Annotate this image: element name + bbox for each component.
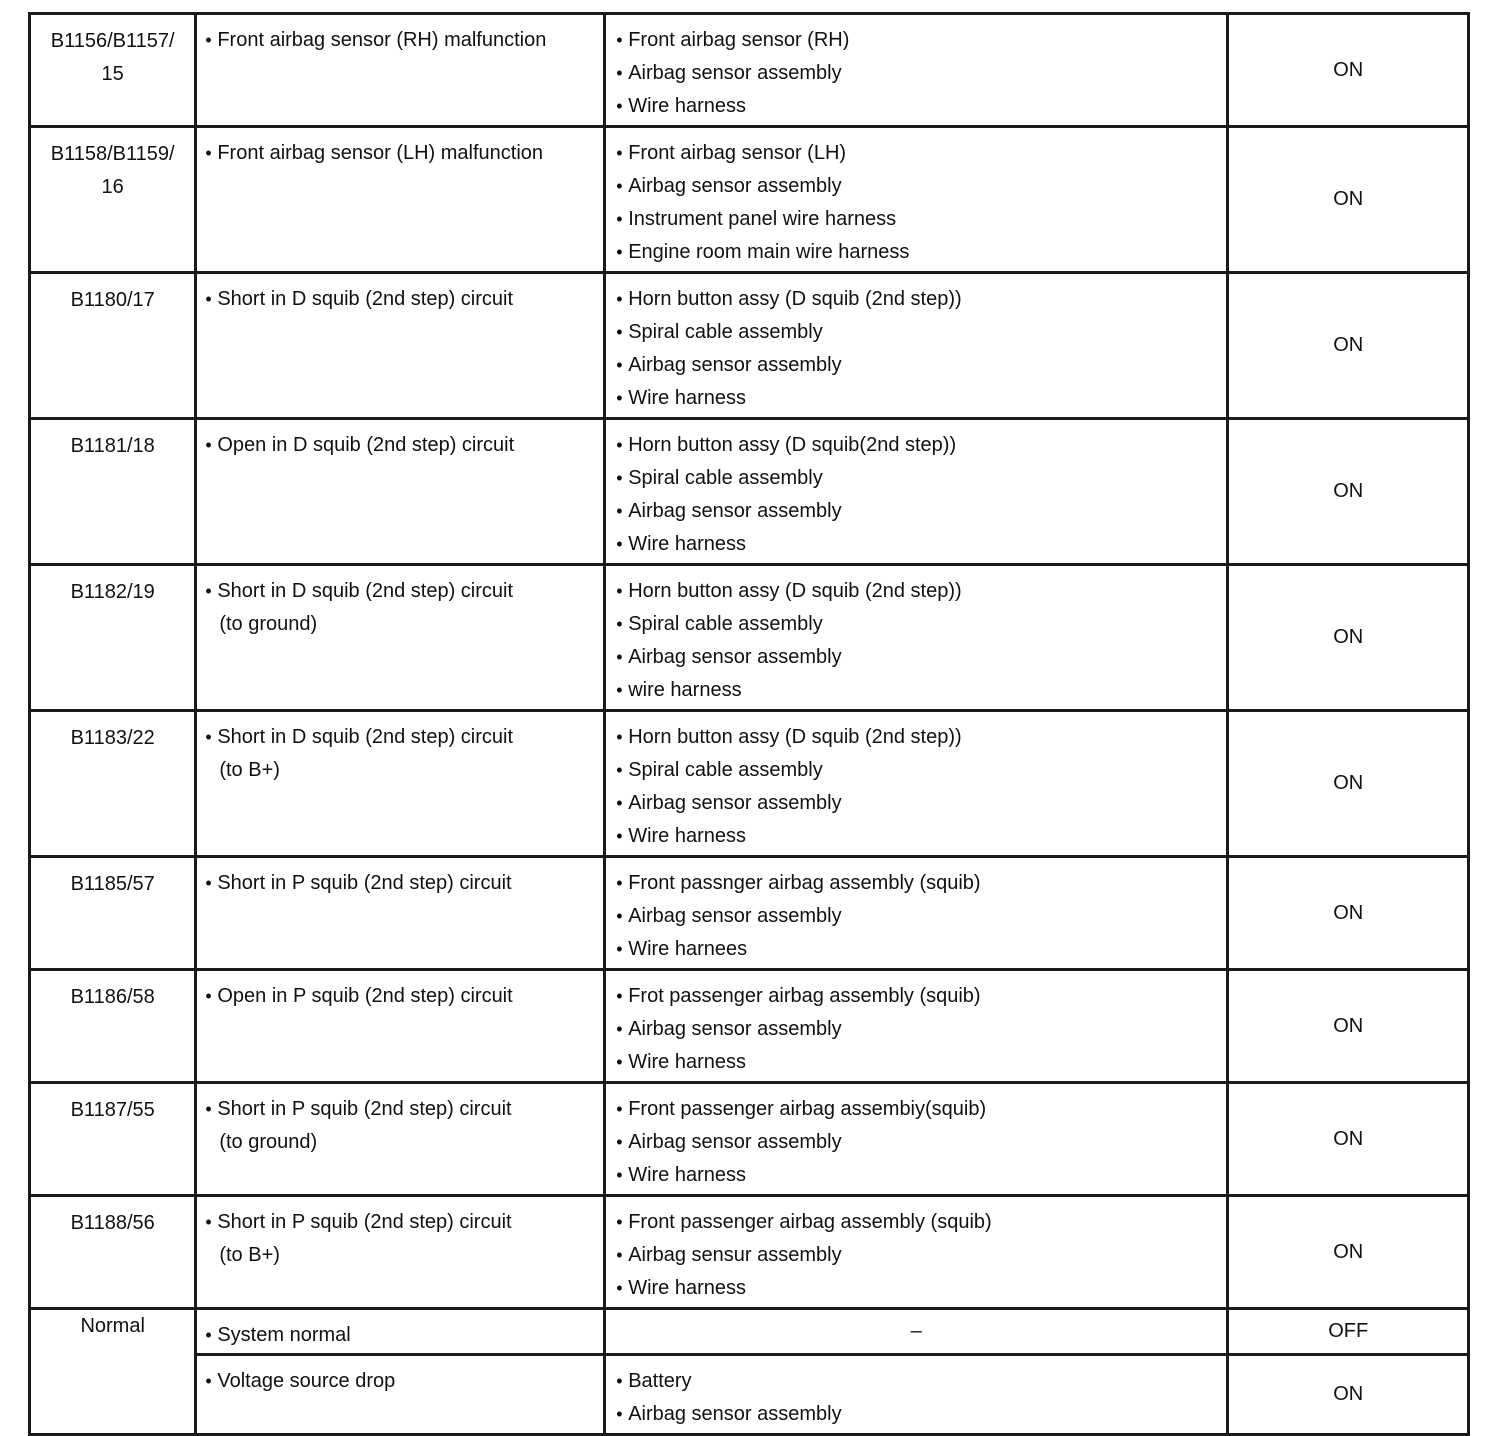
trouble-area-item: • Wire harness bbox=[616, 90, 1226, 123]
detection-item: • Short in D squib (2nd step) circuit bbox=[205, 283, 595, 316]
dtc-table bbox=[28, 12, 1470, 1436]
dtc-code-line: 16 bbox=[101, 176, 124, 198]
warning-lamp-cell: OFF bbox=[1228, 1309, 1469, 1355]
warning-lamp-cell: ON bbox=[1228, 1196, 1469, 1309]
detection-item-cell bbox=[196, 1355, 605, 1435]
detection-item-text: Short in D squib (2nd step) circuit bbox=[217, 580, 514, 602]
trouble-area-cell bbox=[605, 565, 1228, 711]
table-row bbox=[30, 711, 1469, 857]
trouble-area-cell bbox=[605, 857, 1228, 970]
detection-item-cell bbox=[196, 1083, 605, 1196]
dtc-code-cell bbox=[30, 970, 196, 1083]
trouble-area-item: • Airbag sensor assembly bbox=[616, 641, 1226, 674]
dtc-code-line: B1158/B1159/ bbox=[50, 143, 175, 165]
trouble-area-item: • wire harness bbox=[616, 674, 1226, 707]
dtc-code-line: B1186/58 bbox=[70, 986, 155, 1008]
trouble-area-item: • Wire harnees bbox=[616, 933, 1226, 966]
detection-item-continuation: (to B+) bbox=[219, 759, 280, 781]
detection-item-cell bbox=[196, 14, 605, 127]
detection-item-cell bbox=[196, 1309, 605, 1355]
detection-item bbox=[205, 575, 595, 608]
table-row bbox=[30, 1083, 1469, 1196]
trouble-area-item: • Battery bbox=[616, 1365, 1226, 1398]
dtc-code-line: B1180/17 bbox=[70, 289, 155, 311]
dtc-code-line: Normal bbox=[80, 1315, 145, 1337]
dtc-code-line: B1156/B1157/ bbox=[50, 30, 175, 52]
detection-item-text: Short in D squib (2nd step) circuit bbox=[217, 726, 514, 748]
detection-item: • Short in P squib (2nd step) circuit bbox=[205, 867, 595, 900]
trouble-area-cell bbox=[605, 1083, 1228, 1196]
table-row bbox=[30, 273, 1469, 419]
table-row bbox=[30, 419, 1469, 565]
trouble-area-item: • Airbag sensor assembly bbox=[616, 57, 1226, 90]
trouble-area-item: • Horn button assy (D squib (2nd step)) bbox=[616, 721, 1226, 754]
dtc-code-cell bbox=[30, 857, 196, 970]
trouble-area-cell bbox=[605, 419, 1228, 565]
detection-item bbox=[205, 721, 595, 754]
trouble-area-item: • Airbag sensor assembly bbox=[616, 495, 1226, 528]
trouble-area-item: • Front airbag sensor (RH) bbox=[616, 24, 1226, 57]
detection-item-cell bbox=[196, 1196, 605, 1309]
detection-item: • Front airbag sensor (RH) malfunction bbox=[205, 24, 595, 57]
detection-item-cell bbox=[196, 127, 605, 273]
trouble-area-item: • Airbag sensur assembly bbox=[616, 1239, 1226, 1272]
dtc-code-line: 15 bbox=[101, 63, 124, 85]
detection-item: • Open in P squib (2nd step) circuit bbox=[205, 980, 595, 1013]
trouble-area-item: • Front airbag sensor (LH) bbox=[616, 137, 1226, 170]
detection-item-cell bbox=[196, 970, 605, 1083]
trouble-area-item: • Front passnger airbag assembly (squib) bbox=[616, 867, 1226, 900]
detection-item-continuation: (to B+) bbox=[219, 1244, 280, 1266]
trouble-area-cell: – bbox=[605, 1309, 1228, 1355]
dtc-code-cell bbox=[30, 273, 196, 419]
warning-lamp-cell: ON bbox=[1228, 419, 1469, 565]
trouble-area-item: • Airbag sensor assembly bbox=[616, 787, 1226, 820]
trouble-area-cell bbox=[605, 1196, 1228, 1309]
warning-lamp-cell: ON bbox=[1228, 970, 1469, 1083]
trouble-area-item: • Wire harness bbox=[616, 1159, 1226, 1192]
trouble-area-item: • Instrument panel wire harness bbox=[616, 203, 1226, 236]
trouble-area-item: • Horn button assy (D squib(2nd step)) bbox=[616, 429, 1226, 462]
warning-lamp-cell: ON bbox=[1228, 1083, 1469, 1196]
trouble-area-item: • Airbag sensor assembly bbox=[616, 1013, 1226, 1046]
trouble-area-cell bbox=[605, 273, 1228, 419]
dtc-code-cell bbox=[30, 14, 196, 127]
trouble-area-item: • Spiral cable assembly bbox=[616, 462, 1226, 495]
dtc-code-cell bbox=[30, 1309, 196, 1435]
trouble-area-item: • Spiral cable assembly bbox=[616, 754, 1226, 787]
dtc-code-cell bbox=[30, 1196, 196, 1309]
trouble-area-item: • Spiral cable assembly bbox=[616, 608, 1226, 641]
detection-item-text: Short in P squib (2nd step) circuit bbox=[217, 1211, 512, 1233]
warning-lamp-cell: ON bbox=[1228, 711, 1469, 857]
trouble-area-item: • Horn button assy (D squib (2nd step)) bbox=[616, 283, 1226, 316]
trouble-area-item: • Frot passenger airbag assembly (squib) bbox=[616, 980, 1226, 1013]
table-row bbox=[30, 565, 1469, 711]
table-row bbox=[30, 1196, 1469, 1309]
warning-lamp-cell: ON bbox=[1228, 273, 1469, 419]
dtc-code-cell bbox=[30, 1083, 196, 1196]
warning-lamp-cell: ON bbox=[1228, 1355, 1469, 1435]
table-row bbox=[30, 14, 1469, 127]
dtc-code-line: B1182/19 bbox=[70, 581, 155, 603]
warning-lamp-cell: ON bbox=[1228, 127, 1469, 273]
detection-item bbox=[205, 1093, 595, 1126]
trouble-area-item: • Front passenger airbag assembly (squib) bbox=[616, 1206, 1226, 1239]
detection-item-cell bbox=[196, 419, 605, 565]
dtc-code-cell bbox=[30, 419, 196, 565]
warning-lamp-cell: ON bbox=[1228, 857, 1469, 970]
trouble-area-item: • Wire harness bbox=[616, 528, 1226, 561]
trouble-area-item: • Airbag sensor assembly bbox=[616, 349, 1226, 382]
table-row bbox=[30, 1309, 1469, 1355]
trouble-area-item: • Airbag sensor assembly bbox=[616, 1398, 1226, 1431]
trouble-area-cell bbox=[605, 14, 1228, 127]
dtc-code-line: B1187/55 bbox=[70, 1099, 155, 1121]
detection-item-cell bbox=[196, 857, 605, 970]
detection-item: • Front airbag sensor (LH) malfunction bbox=[205, 137, 595, 170]
warning-lamp-cell: ON bbox=[1228, 565, 1469, 711]
dtc-code-cell bbox=[30, 127, 196, 273]
trouble-area-item: • Airbag sensor assembly bbox=[616, 170, 1226, 203]
dtc-code-line: B1181/18 bbox=[70, 435, 155, 457]
trouble-area-item: • Front passenger airbag assembiy(squib) bbox=[616, 1093, 1226, 1126]
detection-item-continuation: (to ground) bbox=[219, 613, 318, 635]
dtc-code-line: B1183/22 bbox=[70, 727, 155, 749]
trouble-area-item: • Wire harness bbox=[616, 1046, 1226, 1079]
table-row bbox=[30, 857, 1469, 970]
detection-item-continuation: (to ground) bbox=[219, 1131, 318, 1153]
trouble-area-item: • Wire harness bbox=[616, 820, 1226, 853]
detection-item-cell bbox=[196, 711, 605, 857]
detection-item-text: Short in P squib (2nd step) circuit bbox=[217, 1098, 512, 1120]
trouble-area-item: • Airbag sensor assembly bbox=[616, 1126, 1226, 1159]
trouble-area-item: • Spiral cable assembly bbox=[616, 316, 1226, 349]
trouble-area-item: • Wire harness bbox=[616, 1272, 1226, 1305]
trouble-area-item: • Engine room main wire harness bbox=[616, 236, 1226, 269]
table-row bbox=[30, 127, 1469, 273]
trouble-area-cell bbox=[605, 1355, 1228, 1435]
detection-item-cell bbox=[196, 565, 605, 711]
trouble-area-item: • Wire harness bbox=[616, 382, 1226, 415]
dtc-code-line: B1188/56 bbox=[70, 1212, 155, 1234]
table-row bbox=[30, 1355, 1469, 1435]
trouble-area-cell bbox=[605, 127, 1228, 273]
detection-item-cell bbox=[196, 273, 605, 419]
dtc-code-cell bbox=[30, 565, 196, 711]
detection-item bbox=[205, 1206, 595, 1239]
detection-item: • System normal bbox=[205, 1319, 595, 1352]
warning-lamp-cell: ON bbox=[1228, 14, 1469, 127]
detection-item: • Voltage source drop bbox=[205, 1365, 595, 1398]
detection-item: • Open in D squib (2nd step) circuit bbox=[205, 429, 595, 462]
trouble-area-cell bbox=[605, 711, 1228, 857]
trouble-area-item: • Airbag sensor assembly bbox=[616, 900, 1226, 933]
dtc-code-line: B1185/57 bbox=[70, 873, 155, 895]
trouble-area-cell bbox=[605, 970, 1228, 1083]
trouble-area-item: • Horn button assy (D squib (2nd step)) bbox=[616, 575, 1226, 608]
dtc-code-cell bbox=[30, 711, 196, 857]
table-row bbox=[30, 970, 1469, 1083]
